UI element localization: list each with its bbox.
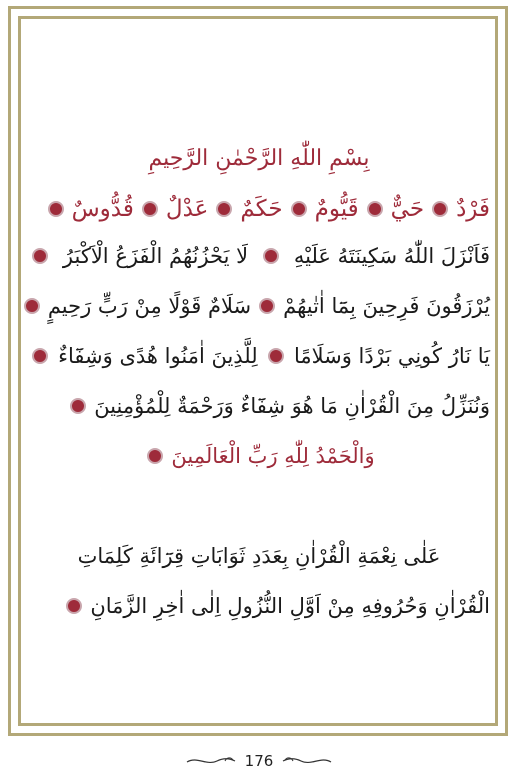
separator-dot-icon	[70, 398, 86, 414]
separator-dot-icon	[66, 598, 82, 614]
separator-dot-icon	[259, 298, 275, 314]
page-footer	[0, 748, 518, 774]
name-fard: فَرْدٌ	[456, 196, 490, 222]
hamd-line	[28, 444, 490, 468]
verse-text: يَا نَارُ كُونِي بَرْدًا وَسَلَامًا	[293, 344, 490, 368]
separator-dot-icon	[142, 201, 158, 217]
basmala-heading: بِسْمِ اللّٰهِ الرَّحْمٰنِ الرَّحِيمِ	[148, 146, 370, 171]
separator-dot-icon	[216, 201, 232, 217]
name-qayyum: قَيُّومٌ	[314, 196, 359, 222]
verse-line-3	[28, 344, 490, 368]
ornament-right-icon	[281, 754, 333, 768]
prayer-line-1	[28, 544, 490, 568]
prayer-text: عَلٰى نِعْمَةِ الْقُرْاٰنِ بِعَدَدِ ثَوَابَاتِ قِرَٓائَةِ كَلِمَاتِ	[77, 544, 441, 568]
separator-dot-icon	[147, 448, 163, 464]
verse-text: سَلَامٌ قَوْلًا مِنْ رَبٍّ رَحِيمٍ	[47, 294, 252, 318]
separator-dot-icon	[32, 248, 48, 264]
page-number: 176	[244, 752, 274, 770]
page-content	[28, 26, 490, 716]
separator-dot-icon	[24, 298, 40, 314]
prayer-text: الْقُرْاٰنِ وَحُرُوفِهِ مِنْ اَوَّلِ النُّزُولِ اِلٰى اٰخِرِ الزَّمَانِ	[90, 594, 490, 618]
verse-text: لَا يَحْزُنُهُمُ الْفَزَعُ الْاَكْبَرُ	[62, 244, 249, 268]
separator-dot-icon	[268, 348, 284, 364]
name-quddus: قُدُّوسٌ	[71, 196, 134, 222]
separator-dot-icon	[432, 201, 448, 217]
verse-line-1	[28, 244, 490, 268]
name-adl: عَدْلٌ	[165, 196, 209, 222]
separator-dot-icon	[48, 201, 64, 217]
separator-dot-icon	[367, 201, 383, 217]
hamd-text: وَالْحَمْدُ لِلّٰهِ رَبِّ الْعَالَمِينَ	[171, 444, 375, 468]
prayer-line-2	[28, 594, 490, 618]
verse-text: وَنُنَزِّلُ مِنَ الْقُرْاٰنِ مَا هُوَ شِفَٓاءٌ وَرَحْمَةٌ لِلْمُؤْمِنِينَ	[94, 394, 490, 418]
name-hakam: حَكَمٌ	[240, 196, 283, 222]
verse-text: لِلَّذِينَ اٰمَنُوا هُدًى وَشِفَٓاءٌ	[58, 344, 258, 368]
separator-dot-icon	[291, 201, 307, 217]
divine-names-line	[28, 196, 490, 222]
verse-line-2	[28, 294, 490, 318]
verse-text: يُرْزَقُونَ فَرِحِينَ بِمَٓا اٰتٰيهُمْ	[283, 294, 490, 318]
verse-text: فَاَنْزَلَ اللّٰهُ سَكِينَتَهُ عَلَيْهِ	[293, 244, 490, 268]
separator-dot-icon	[32, 348, 48, 364]
ornament-left-icon	[185, 754, 237, 768]
name-hayy: حَيٌّ	[390, 196, 425, 222]
separator-dot-icon	[263, 248, 279, 264]
verse-line-4	[28, 394, 490, 418]
